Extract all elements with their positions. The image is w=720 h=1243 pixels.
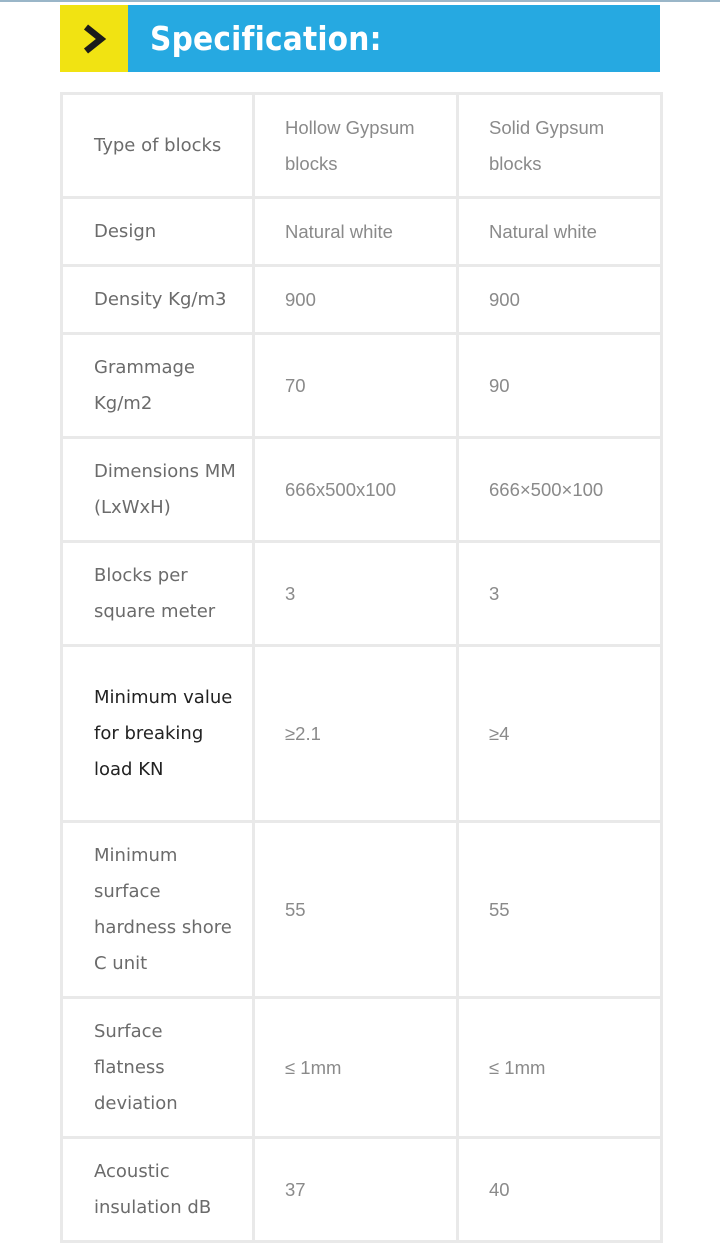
title-bar xyxy=(128,5,660,72)
row-label: Grammage Kg/m2 xyxy=(62,334,254,438)
specification-header xyxy=(60,5,660,72)
table-row xyxy=(62,94,662,198)
solid-value: ≤ 1mm xyxy=(458,998,662,1138)
chevron-right-icon xyxy=(60,5,128,72)
table-row xyxy=(62,438,662,542)
table-row xyxy=(62,1138,662,1242)
row-label: Surface flatness deviation xyxy=(62,998,254,1138)
hollow-value: 3 xyxy=(254,542,458,646)
table-row xyxy=(62,198,662,266)
hollow-value: 900 xyxy=(254,266,458,334)
row-label: Design xyxy=(62,198,254,266)
table-row xyxy=(62,542,662,646)
solid-value: 40 xyxy=(458,1138,662,1242)
row-label: Density Kg/m3 xyxy=(62,266,254,334)
solid-value: 55 xyxy=(458,822,662,998)
solid-value: Natural white xyxy=(458,198,662,266)
table-row xyxy=(62,646,662,822)
table-row xyxy=(62,266,662,334)
solid-value: Solid Gypsum blocks xyxy=(458,94,662,198)
solid-value: ≥4 xyxy=(458,646,662,822)
table-row xyxy=(62,822,662,998)
hollow-value: Natural white xyxy=(254,198,458,266)
hollow-value: ≤ 1mm xyxy=(254,998,458,1138)
hollow-value: ≥2.1 xyxy=(254,646,458,822)
row-label: Dimensions MM (LxWxH) xyxy=(62,438,254,542)
row-label: Minimum value for breaking load KN xyxy=(62,646,254,822)
hollow-value: 55 xyxy=(254,822,458,998)
solid-value: 90 xyxy=(458,334,662,438)
hollow-value: 666x500x100 xyxy=(254,438,458,542)
section-title: Specification: xyxy=(150,19,382,58)
hollow-value: 70 xyxy=(254,334,458,438)
row-label: Type of blocks xyxy=(62,94,254,198)
row-label: Blocks per square meter xyxy=(62,542,254,646)
solid-value: 666×500×100 xyxy=(458,438,662,542)
hollow-value: Hollow Gypsum blocks xyxy=(254,94,458,198)
top-divider xyxy=(0,0,720,2)
specification-table xyxy=(60,92,663,1243)
solid-value: 3 xyxy=(458,542,662,646)
table-row xyxy=(62,998,662,1138)
hollow-value: 37 xyxy=(254,1138,458,1242)
table-row xyxy=(62,334,662,438)
row-label: Minimum surface hardness shore C unit xyxy=(62,822,254,998)
row-label: Acoustic insulation dB xyxy=(62,1138,254,1242)
solid-value: 900 xyxy=(458,266,662,334)
